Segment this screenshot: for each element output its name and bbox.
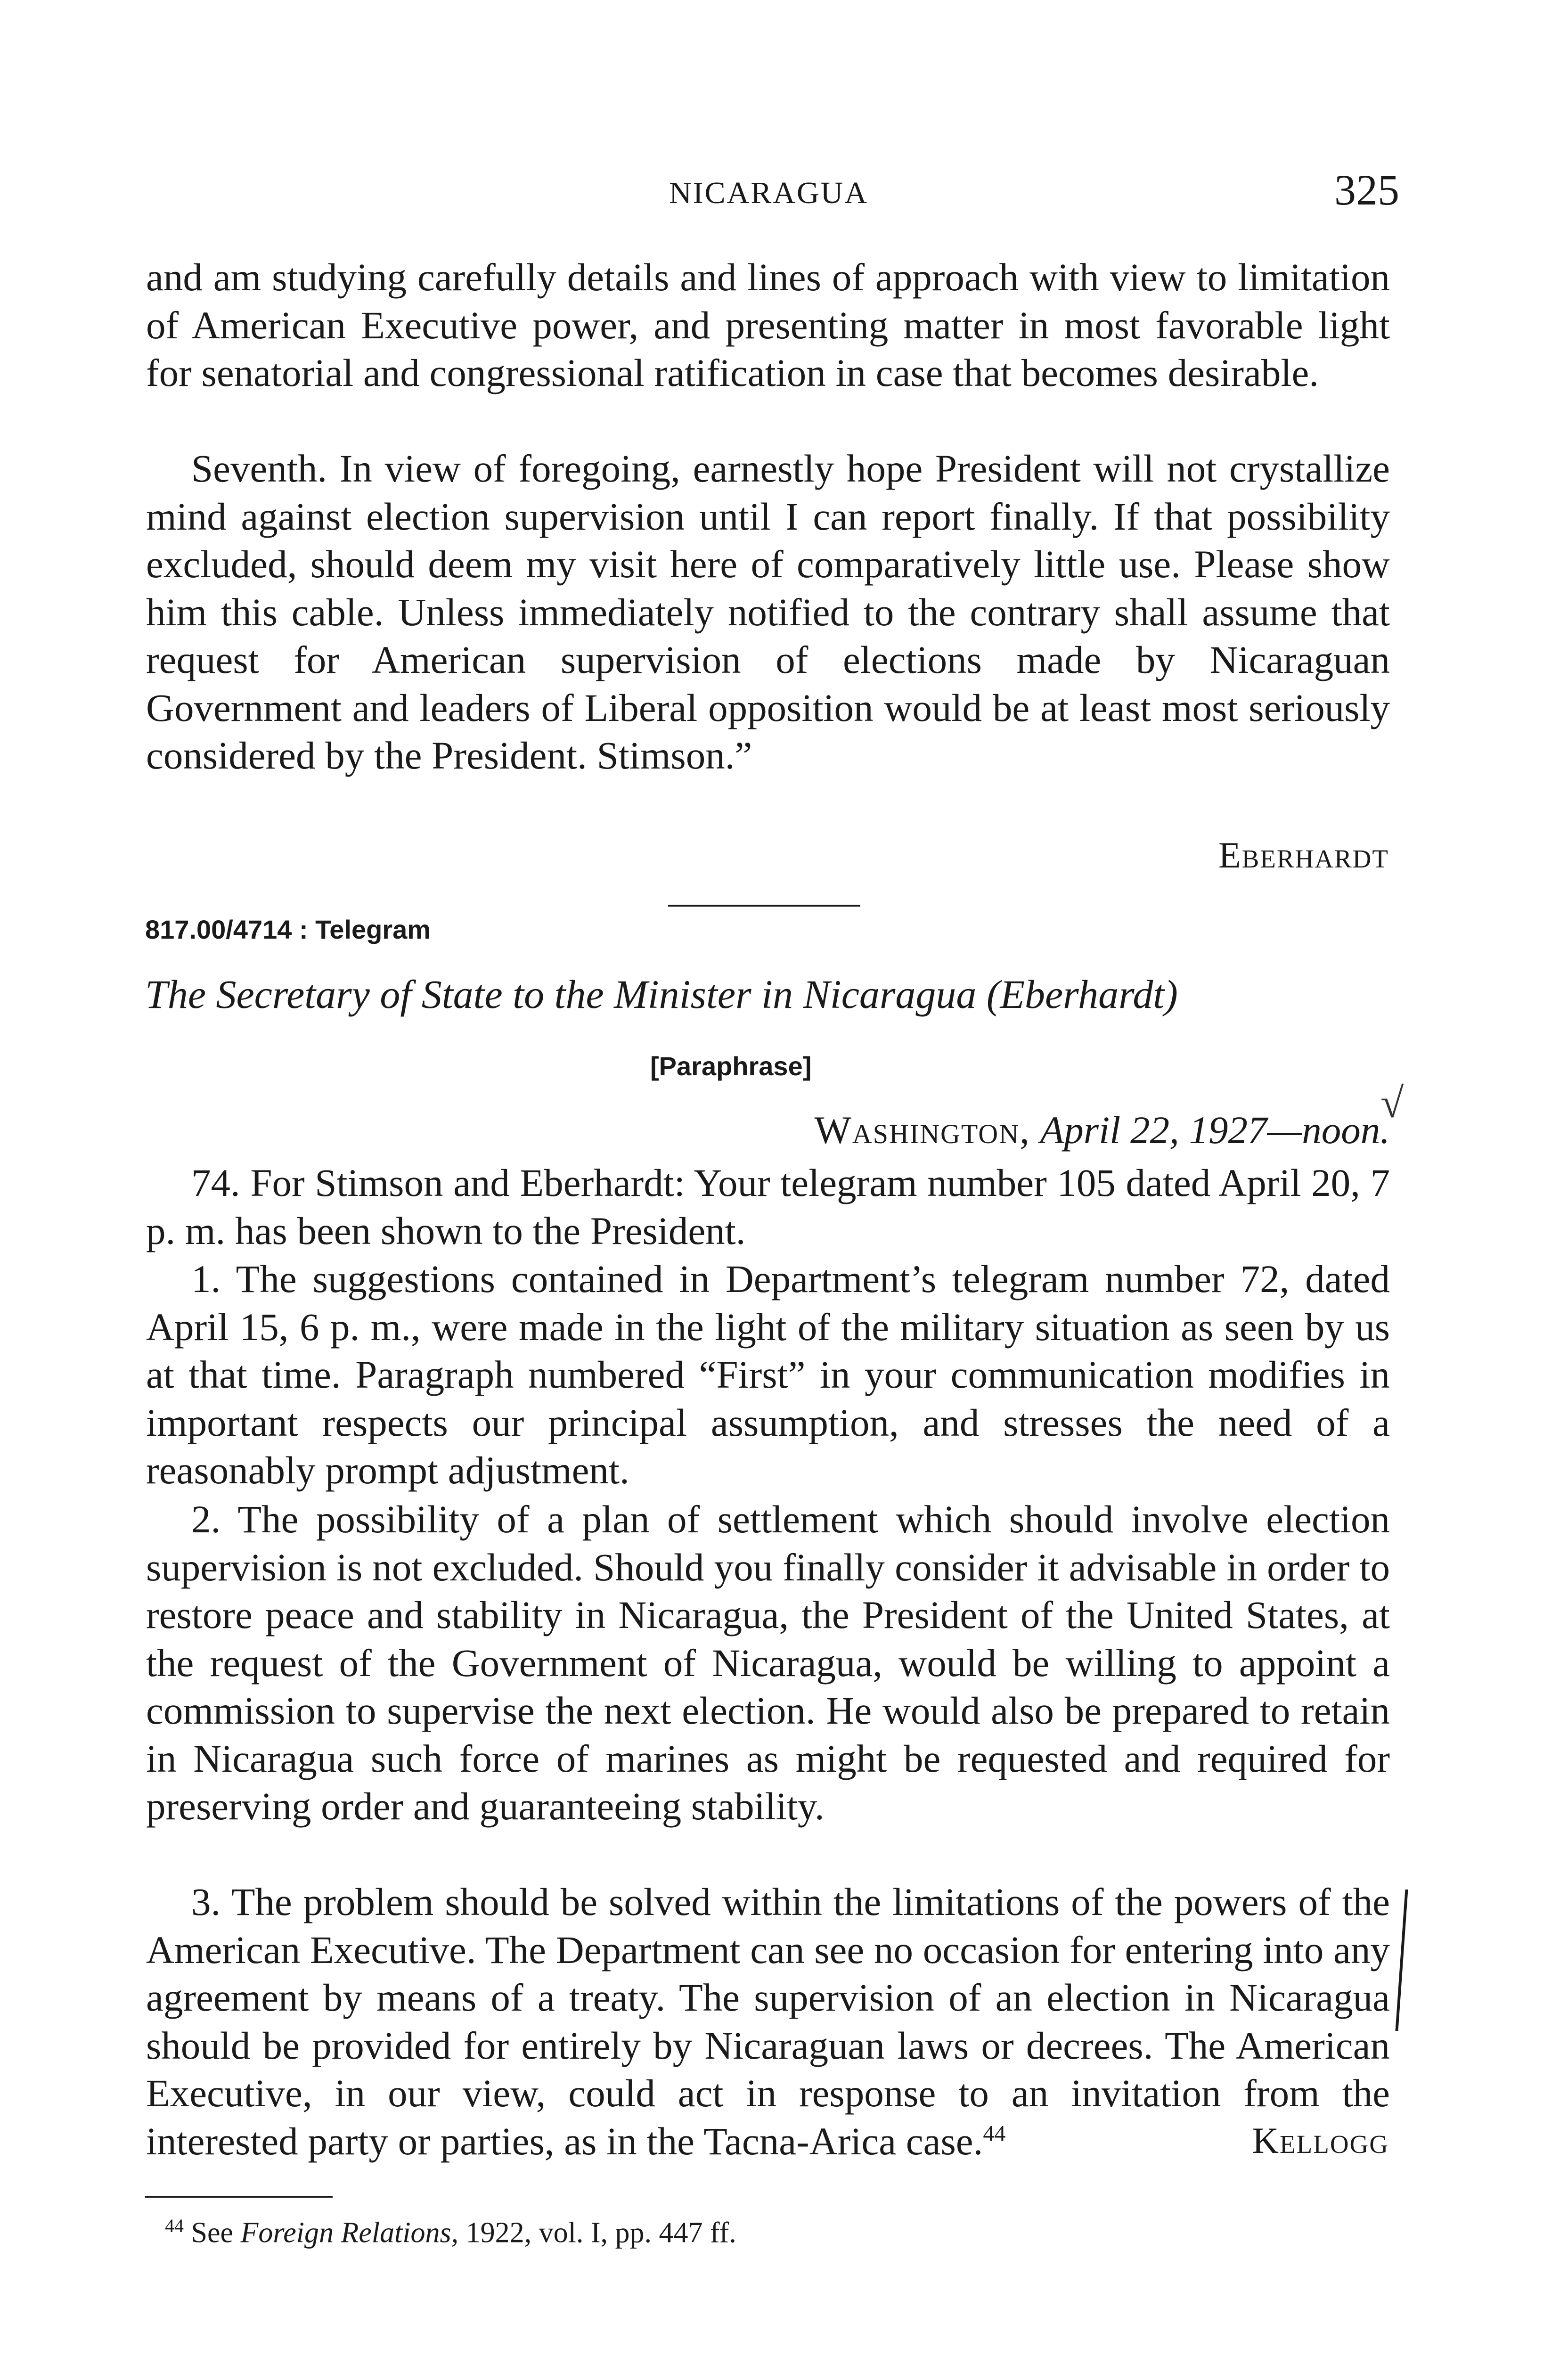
footnote-reference: 44 bbox=[983, 2120, 1006, 2146]
document-file-id: 817.00/4714 : Telegram bbox=[145, 915, 431, 944]
footnote-source: Foreign Relations, bbox=[240, 2217, 459, 2249]
continuation-paragraph: and am studying carefully details and lines of approach with view to limitation of American Executive power, and presenting matter in most favorable light for senatorial and congressional ratification in case that becomes desirable. bbox=[146, 255, 1390, 394]
dateline-place: Washington, bbox=[814, 1108, 1030, 1152]
point-1: 1. The suggestions contained in Department’s telegram number 72, dated April 15, 6 p. m., were made in the light of the military situation as seen by us at that time. Paragraph numbered “First” in your communication modifies in important respects our principal assumption, and stresses the need of a reasonably prompt adjustment. bbox=[146, 1257, 1390, 1492]
running-title: NICARAGUA bbox=[669, 176, 868, 210]
footnote-mark: 44 bbox=[165, 2215, 184, 2236]
footnote-rest: 1922, vol. I, pp. 447 ff. bbox=[466, 2217, 736, 2249]
footnote-prefix: See bbox=[191, 2217, 234, 2249]
document-title: The Secretary of State to the Minister in Nicaragua (Eberhardt) bbox=[145, 972, 1178, 1017]
dateline bbox=[814, 1107, 1390, 1153]
signature-eberhardt: Eberhardt bbox=[1218, 834, 1389, 875]
page-number: 325 bbox=[1334, 166, 1399, 214]
footnote bbox=[165, 2215, 736, 2250]
paraphrase-label: [Paraphrase] bbox=[650, 1051, 812, 1081]
margin-marking-bar bbox=[1396, 1890, 1408, 2031]
seventh-paragraph: Seventh. In view of foregoing, earnestly hope President will not crystallize mind against election supervision until I can report finally. If that possibility excluded, should deem my visit here of comparatively little use. Please show him this cable. Unless immediately notified to the contrary shall assume that request for American supervision of elections made by Nicaraguan Government and leaders of Liberal opposition would be at least most seriously considered by the President. Stimson.” bbox=[146, 447, 1390, 777]
footnote-rule bbox=[145, 2196, 333, 2198]
point-3 bbox=[146, 1878, 1390, 2165]
point-2: 2. The possibility of a plan of settlement which should involve election supervision is not excluded. Should you finally consider it advisable in order to restore peace and stability in Nicaragua, the President of the United States, at the request of the Government of Nicaragua, would be willing to appoint a commission to supervise the next election. He would also be prepared to retain in Nicaragua such force of marines as might be requested and required for preserving order and guaranteeing stability. bbox=[146, 1497, 1390, 1828]
point-3-text: 3. The problem should be solved within the limitations of the powers of the American Executive. The Department can see no occasion for entering into any agreement by means of a treaty. The supervision of an election in Nicaragua should be provided for entirely by Nicaraguan laws or decrees. The American Executive, in our view, could act in response to an invitation from the interested party or parties, as in the Tacna-Arica case. bbox=[146, 1880, 1390, 2163]
signature-kellogg: Kellogg bbox=[1252, 2120, 1389, 2161]
dateline-date: April 22, 1927—noon. bbox=[1040, 1108, 1390, 1152]
section-divider bbox=[668, 905, 860, 907]
paragraph-74: 74. For Stimson and Eberhardt: Your telegram number 105 dated April 20, 7 p. m. has been shown to the President. bbox=[146, 1161, 1390, 1252]
margin-check-mark: √ bbox=[1380, 1080, 1404, 1127]
